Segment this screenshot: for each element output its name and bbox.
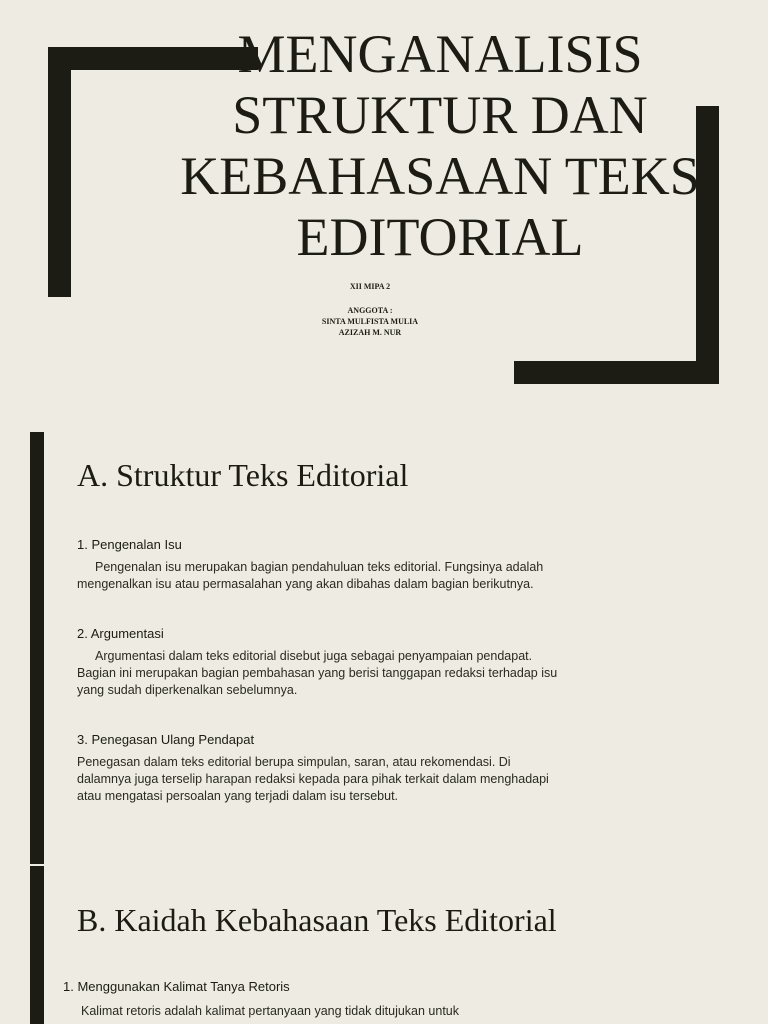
item-title: 2. Argumentasi [77, 626, 164, 641]
title-slide [0, 0, 768, 425]
body-line: Pengenalan isu merupakan bagian pendahuluan teks editorial. Fungsinya adalah [95, 560, 544, 574]
title-line: STRUKTUR DAN [232, 85, 648, 145]
presentation-title [140, 24, 740, 268]
structure-slide [0, 432, 768, 864]
body-line: Argumentasi dalam teks editorial disebut juga sebagai penyampaian pendapat. [95, 649, 533, 663]
members-label: ANGGOTA : [347, 306, 393, 315]
subtitle-spacer [240, 292, 500, 305]
body-line: Bagian ini merupakan bagian pembahasan yang berisi tanggapan redaksi terhadap isu [77, 666, 558, 680]
class-label: XII MIPA 2 [349, 282, 391, 291]
section-heading: A. Struktur Teks Editorial [77, 457, 409, 493]
item-title: 1. Pengenalan Isu [77, 537, 182, 552]
body-line: atau mengatasi persoalan yang terjadi dalam isu tersebut. [77, 789, 399, 803]
accent-bar [30, 432, 44, 864]
item-body [77, 754, 657, 805]
member-name: AZIZAH M. NUR [338, 328, 402, 337]
title-line: MENGANALISIS [237, 24, 643, 84]
body-line: Kalimat retoris adalah kalimat pertanyaan yang tidak ditujukan untuk [81, 1004, 459, 1018]
item-title: 3. Penegasan Ulang Pendapat [77, 732, 255, 747]
body-line: dalamnya juga terselip harapan redaksi kepada para pihak terkait dalam menghadapi [77, 772, 549, 786]
accent-bar [30, 866, 44, 1024]
item-body [77, 559, 657, 593]
body-line: Penegasan dalam teks editorial berupa simpulan, saran, atau rekomendasi. Di [77, 755, 511, 769]
member-name: SINTA MULFISTA MULIA [321, 317, 419, 326]
title-line: KEBAHASAAN TEKS [180, 146, 700, 206]
item-body [63, 1003, 643, 1020]
title-line: EDITORIAL [296, 207, 584, 267]
item-title: 1. Menggunakan Kalimat Tanya Retoris [63, 979, 290, 994]
language-rules-slide [0, 866, 768, 1024]
subtitle-block [240, 281, 500, 338]
body-line: mengenalkan isu atau permasalahan yang akan dibahas dalam bagian berikutnya. [77, 577, 534, 591]
item-body [77, 648, 657, 699]
section-heading: B. Kaidah Kebahasaan Teks Editorial [77, 902, 557, 938]
frame-top-left-vertical [48, 47, 71, 297]
frame-bottom-right-horizontal [514, 361, 719, 384]
body-line: yang sudah diperkenalkan sebelumnya. [77, 683, 298, 697]
